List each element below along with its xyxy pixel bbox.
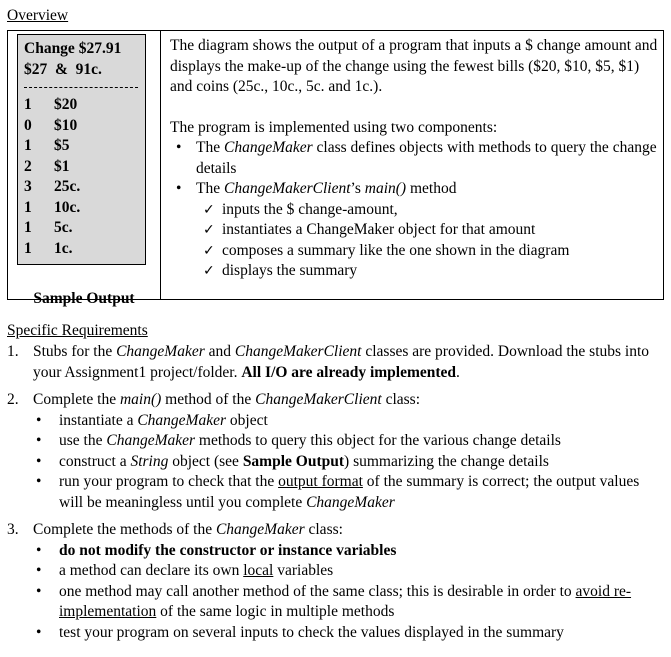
- requirement-2: 2. Complete the main() method of the ChangeMakerClient class:: [7, 391, 420, 408]
- sample-unit: 5c.: [54, 219, 73, 236]
- sample-row: [24, 177, 80, 198]
- sample-unit: 25c.: [54, 178, 81, 195]
- sample-unit: $20: [54, 96, 78, 113]
- requirement-1: 1. Stubs for the ChangeMaker and ChangeMakerClient classes are provided. Download the stubs into your Assignment1 project/folder. All I/O are already implemented.: [7, 343, 650, 381]
- components-intro: The program is implemented using two components:: [170, 118, 498, 136]
- sample-output-box: [17, 34, 146, 265]
- overview-intro: The diagram shows the output of a program that inputs a $ change amount and displays the make-up of the change using the fewest bills ($20, $10, $5, $1) and coins (25c., 10c., 5c. and 1c.).: [170, 37, 658, 95]
- list-item: • one method may call another method of the same class; this is desirable in order to avoid re-implementation of the same logic in multiple methods: [7, 582, 662, 623]
- requirements-heading: Specific Requirements: [7, 322, 148, 339]
- sample-split-line: $27 & 91c.: [24, 61, 102, 78]
- sample-unit: $10: [54, 116, 78, 134]
- overview-heading: Overview: [7, 7, 69, 24]
- sample-count: 1: [24, 137, 32, 154]
- sample-count: 3: [24, 178, 32, 195]
- overview-table: [7, 30, 664, 307]
- list-item: • test your program on several inputs to check the values displayed in the summary: [7, 623, 662, 644]
- sample-unit: $1: [54, 157, 70, 175]
- sample-unit: 1c.: [54, 239, 73, 257]
- check-item: ✓ displays the summary: [170, 261, 658, 282]
- sample-count: 0: [24, 116, 32, 134]
- sample-row: [24, 218, 73, 239]
- requirements-list: [7, 342, 662, 643]
- list-item: • a method can declare its own local variables: [7, 561, 662, 582]
- sample-row: [24, 116, 77, 137]
- sample-count: 2: [24, 157, 32, 175]
- sample-change-line: Change $27.91: [24, 40, 122, 57]
- bullet-changemaker: • The ChangeMaker class defines objects with methods to query the change details: [170, 138, 658, 179]
- sample-count: 1: [24, 198, 32, 216]
- sample-output-caption: Sample Output: [33, 290, 135, 307]
- sample-row: [24, 198, 80, 219]
- sample-count: 1: [24, 219, 32, 236]
- bullet-client: • The ChangeMakerClient’s main() method: [170, 179, 658, 200]
- list-item: • use the ChangeMaker methods to query this object for the various change details: [7, 431, 662, 452]
- sample-count: 1: [24, 239, 32, 257]
- check-item: ✓ inputs the $ change-amount,: [170, 200, 658, 221]
- sample-dashed-rule: [24, 87, 138, 88]
- requirement-3: 3. Complete the methods of the ChangeMaker class:: [7, 521, 343, 538]
- sample-unit: $5: [54, 137, 70, 154]
- list-item: • run your program to check that the output format of the summary is correct; the output values will be meaningless until you complete ChangeMaker: [7, 472, 662, 513]
- check-item: ✓ instantiates a ChangeMaker object for that amount: [170, 220, 658, 241]
- list-item: • instantiate a ChangeMaker object: [7, 411, 662, 432]
- table-divider: [160, 31, 161, 299]
- list-item: • do not modify the constructor or instance variables: [7, 541, 662, 562]
- sample-row: [24, 95, 77, 116]
- list-item: • construct a String object (see Sample Output) summarizing the change details: [7, 452, 662, 473]
- sample-row: [24, 239, 73, 260]
- check-item: ✓ composes a summary like the one shown in the diagram: [170, 241, 658, 262]
- sample-unit: 10c.: [54, 198, 81, 216]
- sample-row: [24, 157, 70, 178]
- sample-row: [24, 136, 70, 157]
- sample-count: 1: [24, 96, 32, 113]
- overview-description: [170, 36, 658, 282]
